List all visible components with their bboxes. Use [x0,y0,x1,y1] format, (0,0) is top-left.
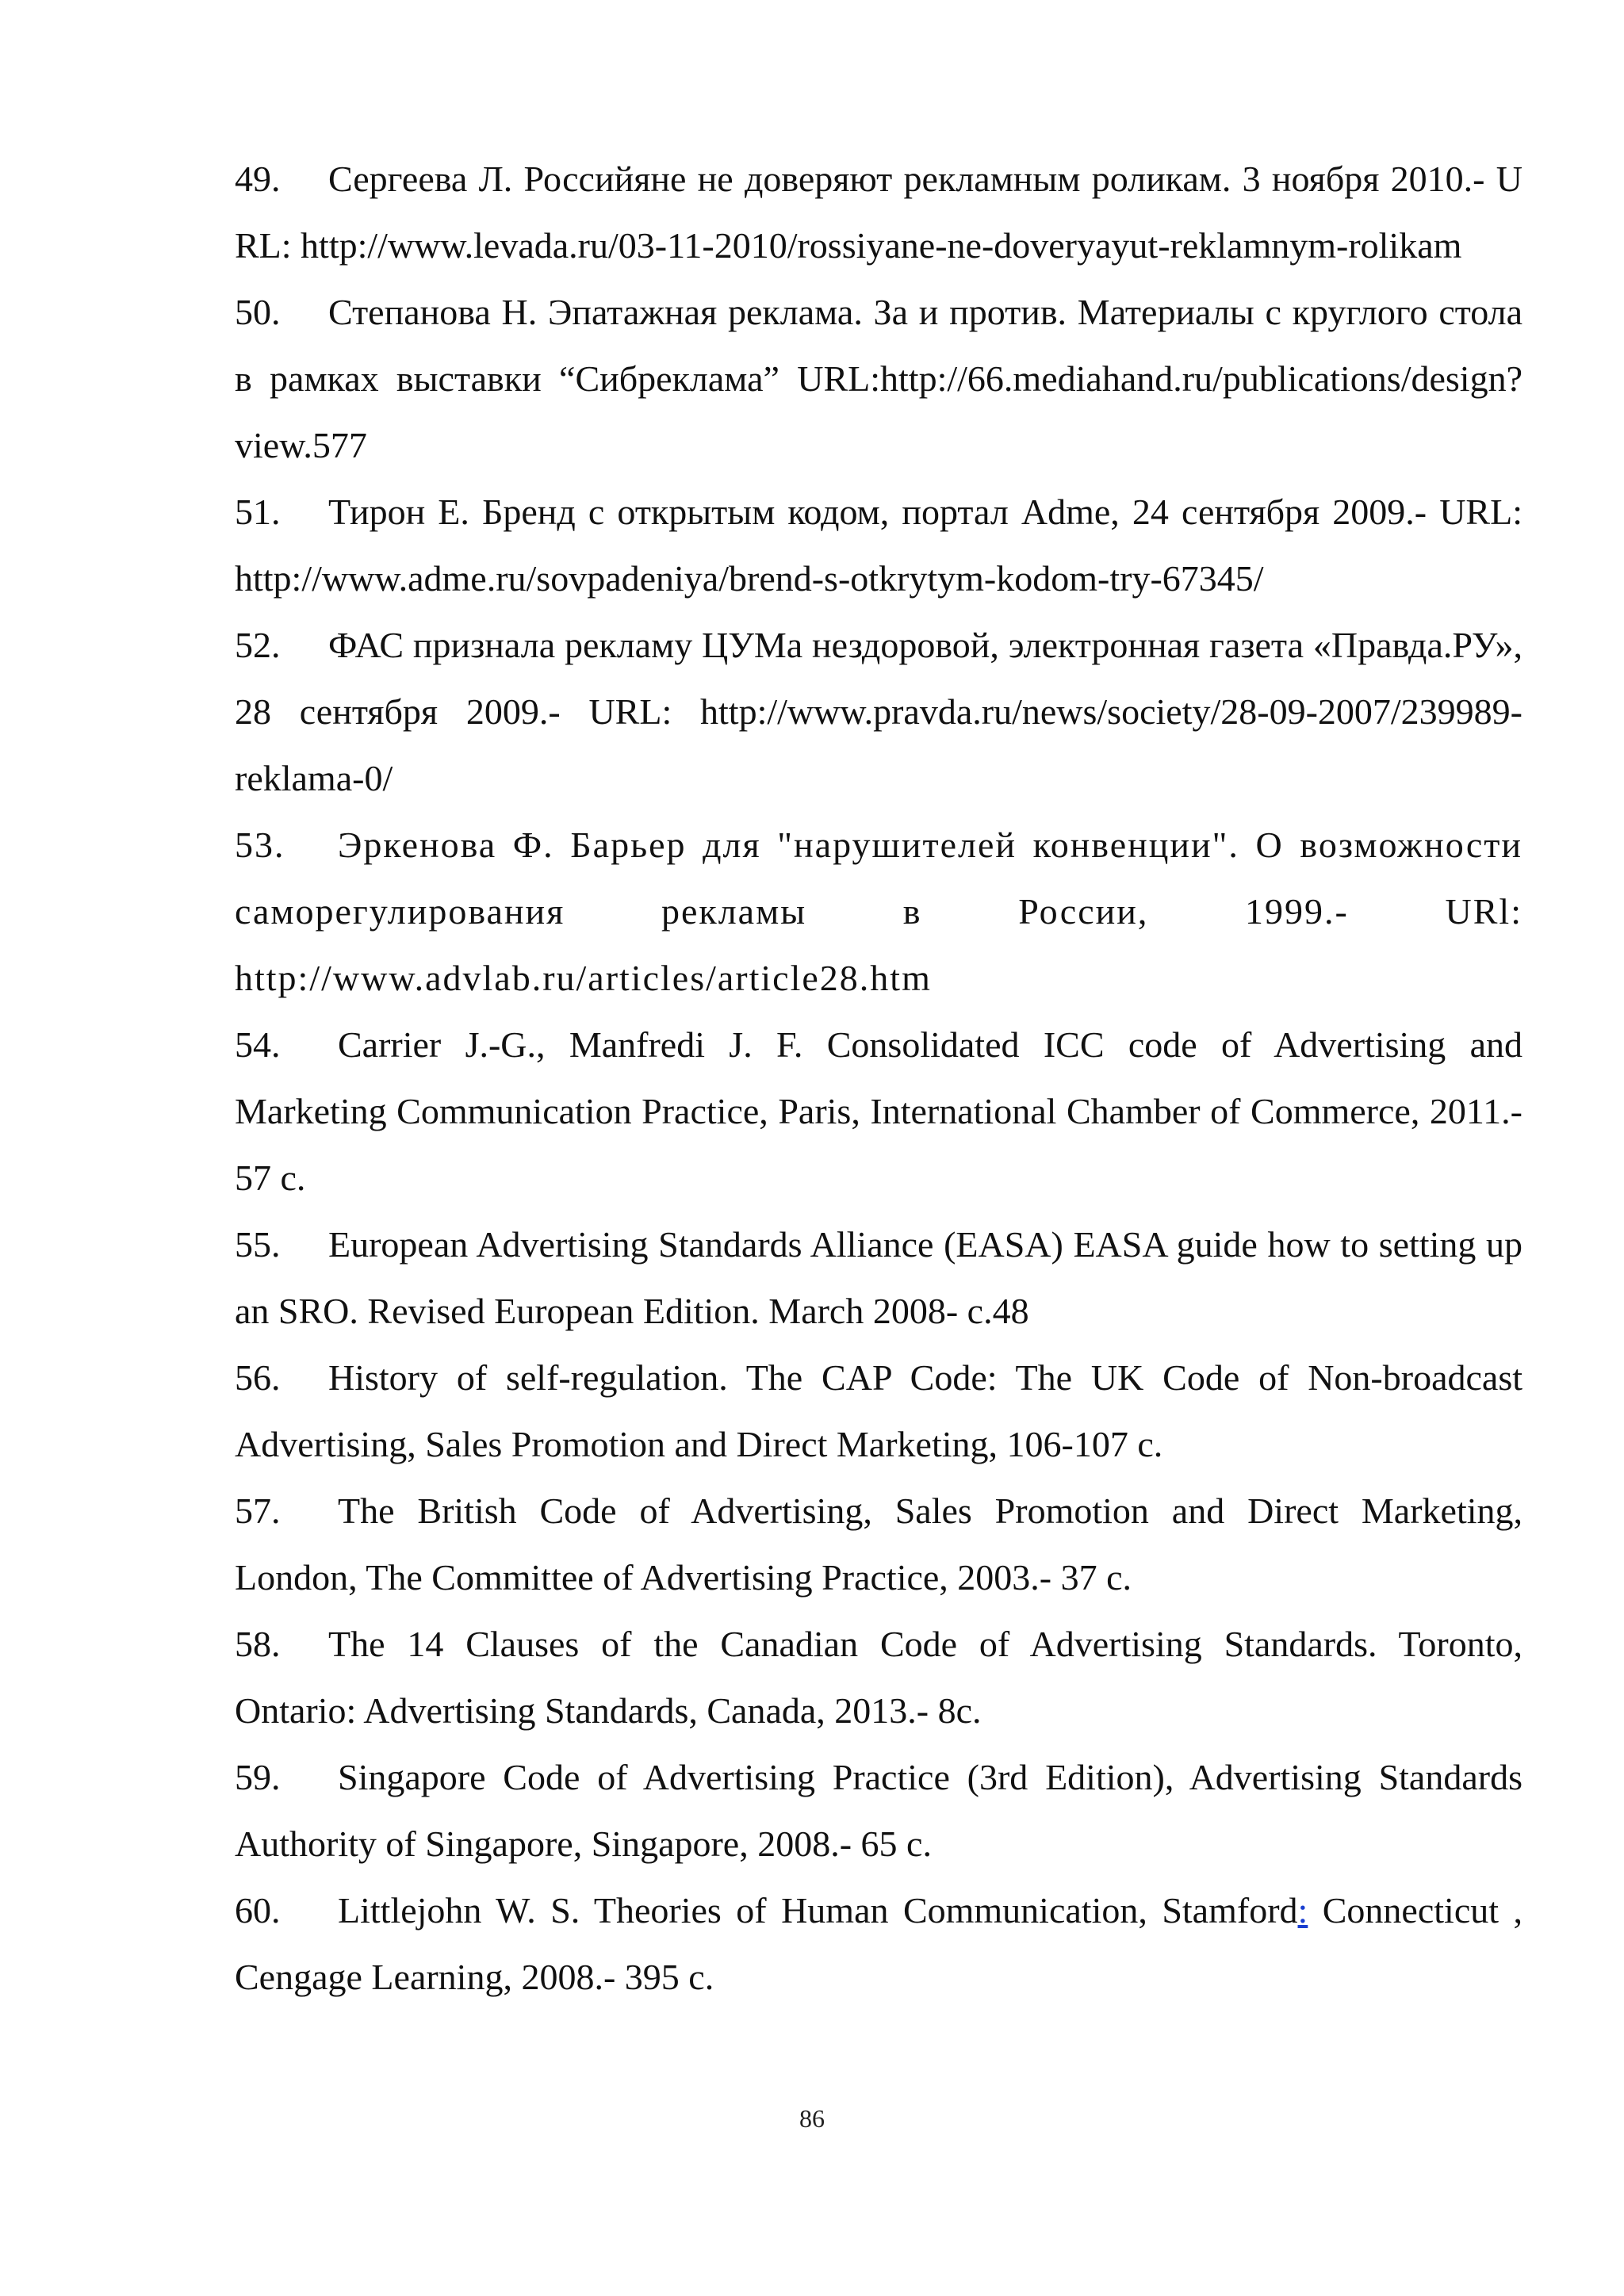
reference-number: 59. [235,1757,281,1797]
reference-item-60 [235,1877,1522,2011]
reference-text: Тирон Е. Бренд с открытым кодом, портал Adme, 24 сентября 2009.- URL: http://www.adme.ru/sovpadeniya/brend-s-otkrytym-kodom-try-67345/ [235,492,1522,599]
reference-text: Степанова Н. Эпатажная реклама. За и против. Материалы с круглого стола в рамках выставки “Сибреклама” URL:http://66.mediahand.ru/publications/design?view.577 [235,292,1522,465]
reference-list [235,146,1522,2011]
reference-number: 49. [235,159,281,199]
reference-item-50 [235,279,1522,479]
reference-text: Эркенова Ф. Барьер для "нарушителей конвенции". О возможности саморегулирования рекламы в России, 1999.- URl: http://www.advlab.ru/articles/article28.htm [235,825,1522,998]
reference-number: 51. [235,492,281,532]
reference-number: 54. [235,1024,281,1065]
reference-item-51 [235,479,1522,612]
reference-text: Singapore Code of Advertising Practice (3rd Edition), Advertising Standards Authority of Singapore, Singapore, 2008.- 65 с. [235,1757,1522,1864]
reference-number: 58. [235,1624,281,1664]
reference-item-54 [235,1012,1522,1211]
reference-number: 57. [235,1490,281,1531]
reference-item-56 [235,1345,1522,1478]
reference-number: 55. [235,1224,281,1265]
reference-text: Carrier J.-G., Manfredi J. F. Consolidated ICC code of Advertising and Marketing Communication Practice, Paris, International Chamber of Commerce, 2011.- 57 с. [235,1024,1522,1198]
reference-text: The British Code of Advertising, Sales Promotion and Direct Marketing, London, The Committee of Advertising Practice, 2003.- 37 с. [235,1490,1522,1598]
reference-item-59 [235,1744,1522,1877]
reference-text-before-link: Littlejohn W. S. Theories of Human Communication, Stamford [338,1890,1298,1931]
reference-number: 60. [235,1890,281,1931]
reference-number: 56. [235,1357,281,1398]
reference-text: ФАС признала рекламу ЦУМа нездоровой, электронная газета «Правда.РУ», 28 сентября 2009.- URL: http://www.pravda.ru/news/society/28-09-2007/239989-reklama-0/ [235,625,1522,798]
reference-item-55 [235,1211,1522,1345]
reference-text-after-link: Connecticut , Cengage Learning, 2008.- 395 с. [235,1890,1522,1997]
reference-number: 52. [235,625,281,665]
reference-item-58 [235,1611,1522,1744]
reference-item-49 [235,146,1522,279]
reference-number: 50. [235,292,281,332]
reference-text: History of self-regulation. The CAP Code: The UK Code of Non-broadcast Advertising, Sales Promotion and Direct Marketing, 106-107 с. [235,1357,1522,1464]
page-number: 86 [799,2104,825,2133]
reference-number: 53. [235,825,285,865]
hyperlink[interactable]: : [1297,1890,1308,1931]
reference-text: Сергеева Л. Российяне не доверяют рекламным роликам. 3 ноября 2010.- URL: http://www.levada.ru/03-11-2010/rossiyane-ne-doveryayut-reklamnym-rolikam [235,159,1522,266]
reference-item-57 [235,1478,1522,1611]
reference-item-52 [235,612,1522,812]
reference-text: The 14 Clauses of the Canadian Code of Advertising Standards. Toronto, Ontario: Advertising Standards, Canada, 2013.- 8с. [235,1624,1522,1731]
reference-item-53 [235,812,1522,1012]
reference-text: European Advertising Standards Alliance (EASA) EASA guide how to setting up an SRO. Revised European Edition. March 2008- с.48 [235,1224,1522,1331]
